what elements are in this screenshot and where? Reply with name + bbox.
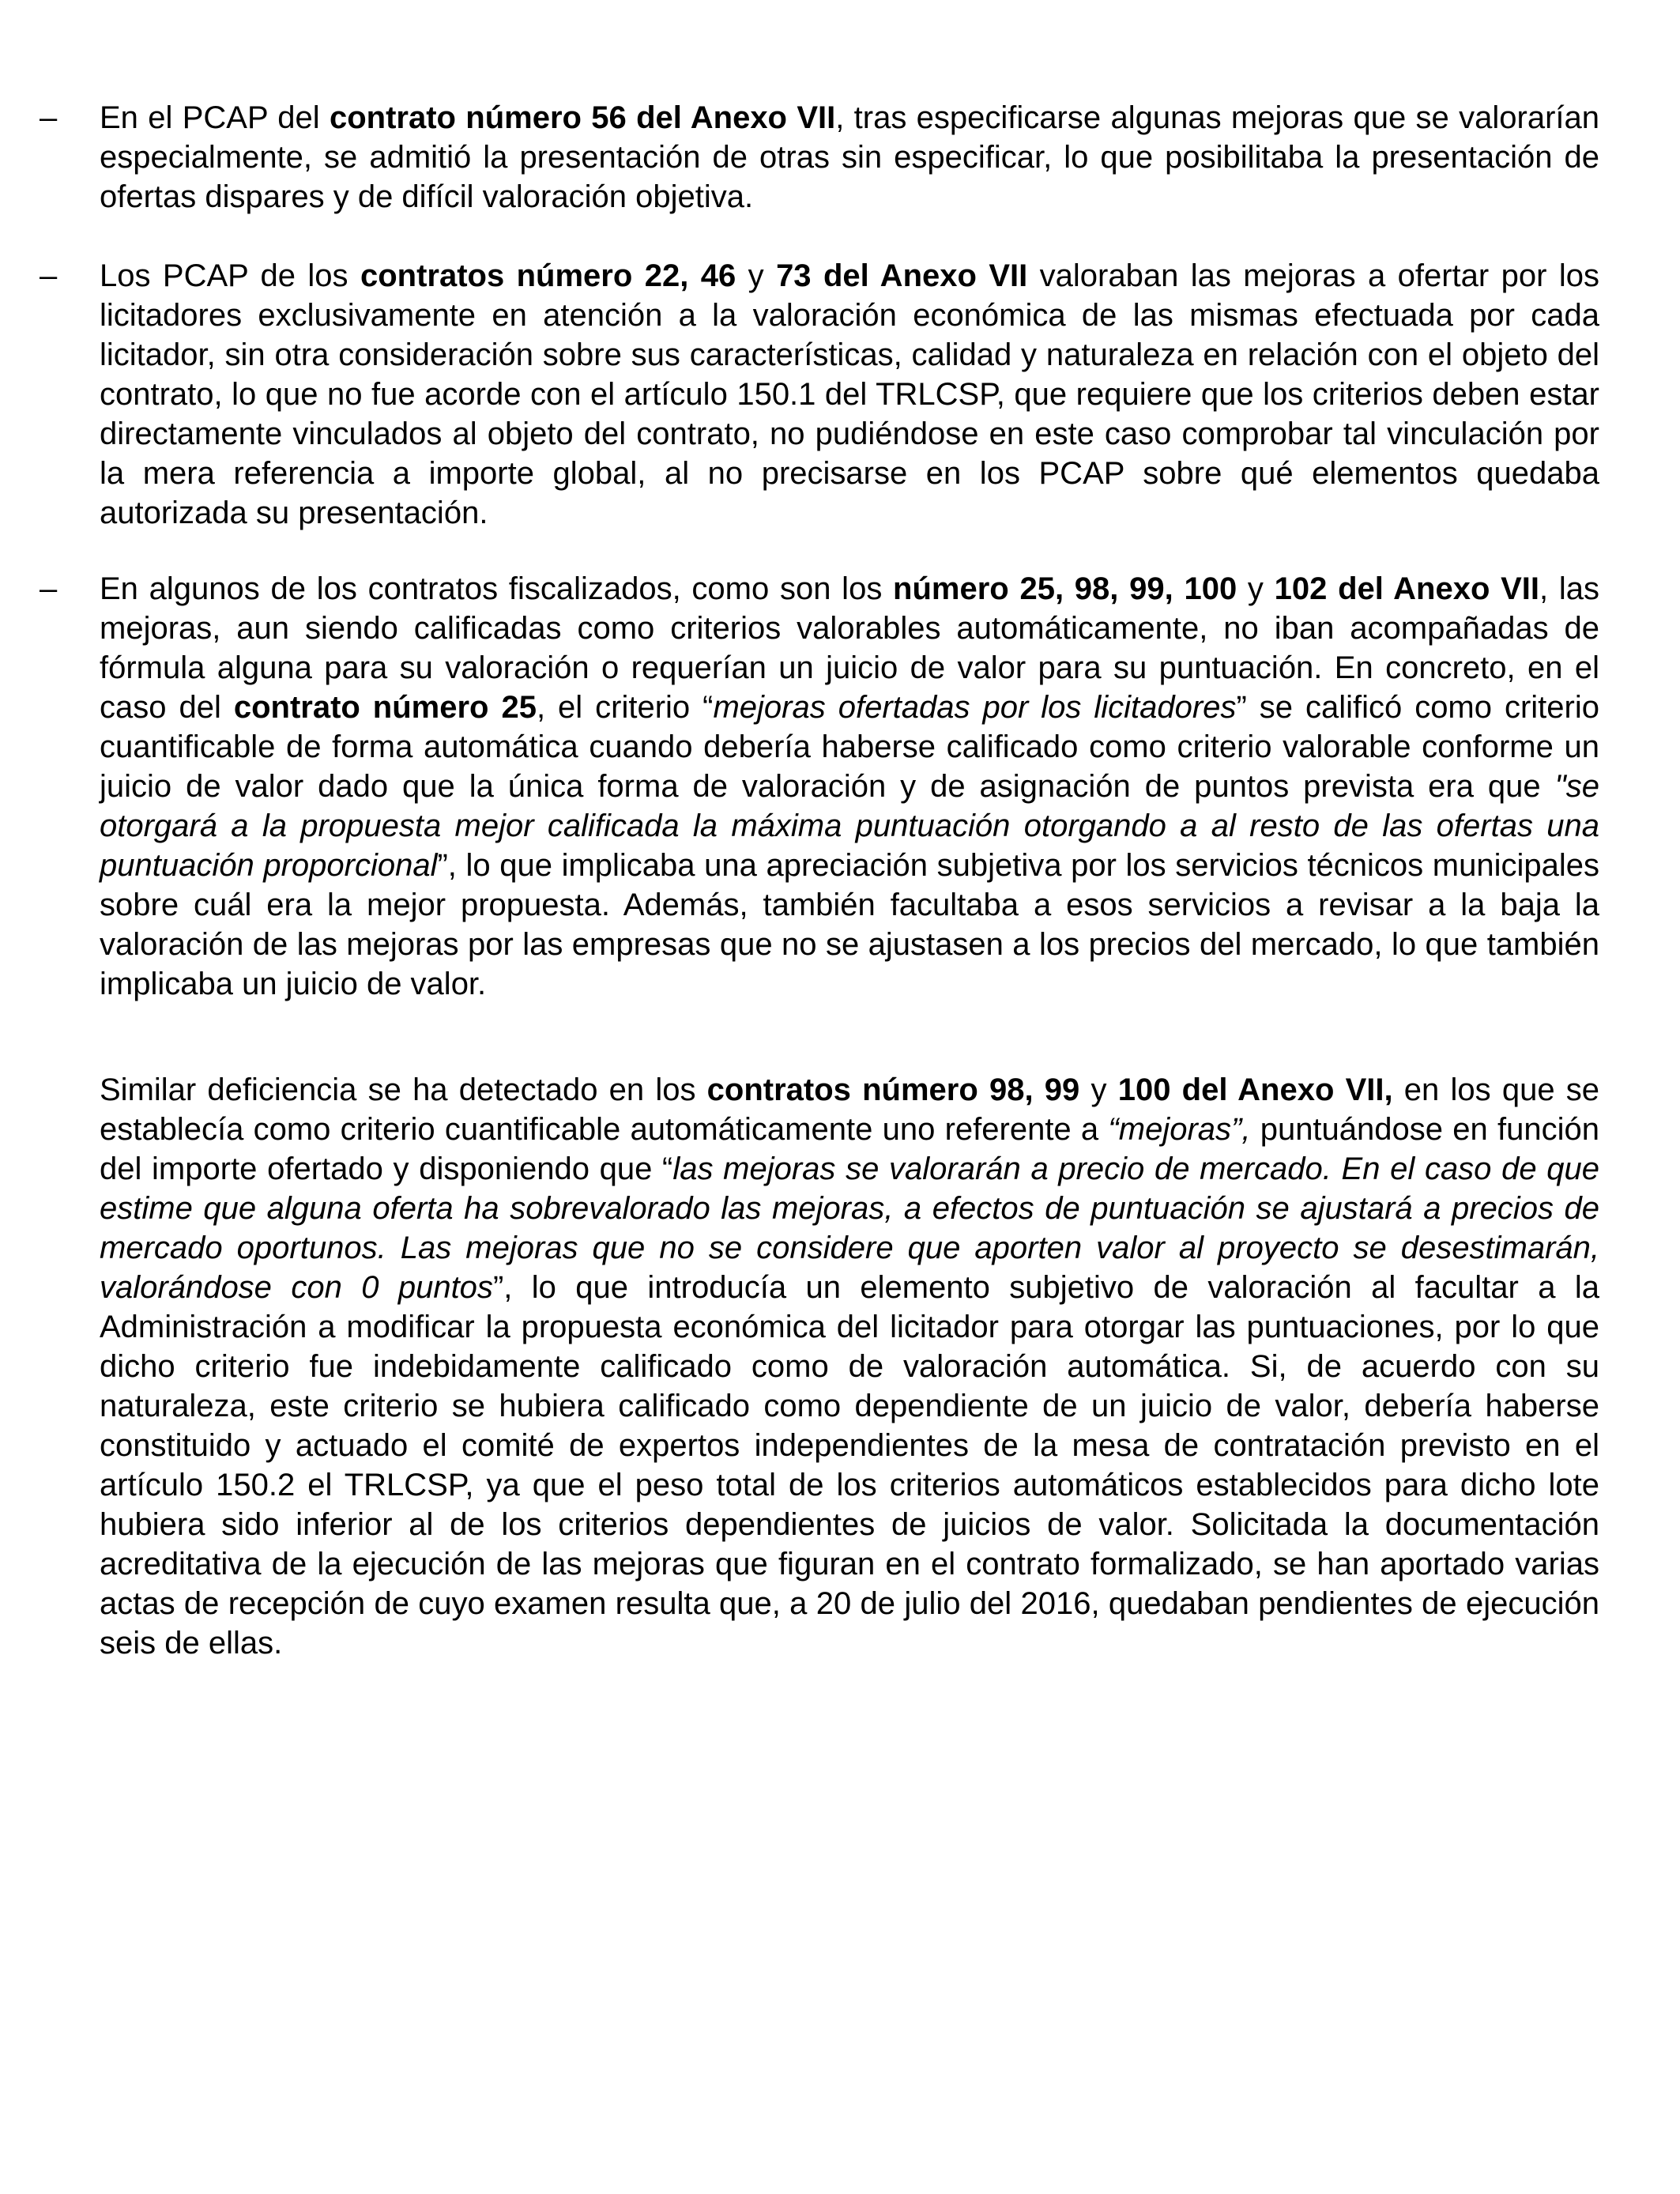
list-item (40, 98, 1599, 217)
body-paragraph (100, 1070, 1599, 1663)
text-run: ” se calificó como criterio cuantificable de forma automática cuando debería haberse calificado como criterio valorable conforme un juicio de valor dado que la única forma de valoración y de asignación de puntos prevista era que (100, 690, 1599, 804)
text-run: puntuándose en función del importe ofertado y disponiendo que “ (100, 1112, 1599, 1186)
text-run: En el PCAP del (100, 100, 330, 135)
text-run: Los PCAP de los (100, 258, 360, 293)
text-run: las mejoras se valorarán a precio de mercado. En el caso de que estime que alguna oferta ha sobrevalorado las mejoras, a efectos de puntuación se ajustará a precios de mercado oportunos. Las mejoras que no se considere que aporten valor al proyecto se desestimarán, valorándose con 0 puntos (100, 1152, 1600, 1305)
text-run: , tras especificarse algunas mejoras que se valorarían especialmente, se admitió la presentación de otras sin especificar, lo que posibilitaba la presentación de ofertas dispares y de difícil valoración objetiva. (100, 100, 1599, 214)
text-run: contrato número 25 (233, 690, 537, 725)
text-run: contratos número 98, 99 (706, 1072, 1080, 1107)
text-run: 100 del Anexo VII, (1117, 1072, 1393, 1107)
text-run: valoraban las mejoras a ofertar por los licitadores exclusivamente en atención a la valoración económica de las mismas efectuada por cada licitador, sin otra consideración sobre sus características, calidad y naturaleza en relación con el objeto del contrato, lo que no fue acorde con el artículo 150.1 del TRLCSP, que requiere que los criterios deben estar directamente vinculados al objeto del contrato, no pudiéndose en este caso comprobar tal vinculación por la mera referencia a importe global, al no precisarse en los PCAP sobre qué elementos quedaba autorizada su presentación. (100, 258, 1599, 530)
list-item-text (100, 98, 1599, 217)
bullet-dash: – (40, 258, 58, 293)
list-item-text (100, 569, 1599, 1004)
list-item (40, 256, 1599, 533)
text-run: “mejoras”, (1108, 1112, 1251, 1147)
bullet-dash: – (40, 571, 58, 606)
text-run: 102 del Anexo VII (1274, 571, 1540, 606)
text-run: en los que se establecía como criterio cuantificable automáticamente uno referente a (100, 1072, 1600, 1147)
text-run: ”, lo que introducía un elemento subjetivo de valoración al facultar a la Administración a modificar la propuesta económica del licitador para otorgar las puntuaciones, por lo que dicho criterio fue indebidamente calificado como de valoración automática. Si, de acuerdo con su naturaleza, este criterio se hubiera calificado como dependiente de un juicio de valor, debería haberse constituido y actuado el comité de expertos independientes de la mesa de contratación previsto en el artículo 150.2 el TRLCSP, ya que el peso total de los criterios automáticos establecidos para dicho lote hubiera sido inferior al de los criterios dependientes de juicios de valor. Solicitada la documentación acreditativa de la ejecución de las mejoras que figuran en el contrato formalizado, se han aportado varias actas de recepción de cuyo examen resulta que, a 20 de julio del 2016, quedaban pendientes de ejecución seis de ellas. (100, 1270, 1599, 1661)
bullet-dash: – (40, 100, 58, 135)
text-run: contrato número 56 del Anexo VII (329, 100, 836, 135)
text-run: contratos número 22, 46 (360, 258, 736, 293)
text-run: ”, lo que implicaba una apreciación subjetiva por los servicios técnicos municipales sobre cuál era la mejor propuesta. Además, también facultaba a esos servicios a revisar a la baja la valoración de las mejoras por las empresas que no se ajustasen a los precios del mercado, lo que también implicaba un juicio de valor. (100, 848, 1599, 1001)
text-run: , el criterio “ (536, 690, 714, 725)
text-run: 73 del Anexo VII (776, 258, 1028, 293)
list-item-text (100, 256, 1599, 533)
text-run: y (736, 258, 777, 293)
text-run: , las mejoras, aun siendo calificadas como criterios valorables automáticamente, no iban acompañadas de fórmula alguna para su valoración o requerían un juicio de valor para su puntuación. En concreto, en el caso del (100, 571, 1600, 725)
text-run: "se otorgará a la propuesta mejor calificada la máxima puntuación otorgando a al resto de las ofertas una puntuación proporcional (100, 769, 1599, 883)
text-run: y (1079, 1072, 1118, 1107)
text-run: número 25, 98, 99, 100 (893, 571, 1237, 606)
text-run: y (1237, 571, 1275, 606)
text-run: mejoras ofertadas por los licitadores (713, 690, 1237, 725)
text-run: En algunos de los contratos fiscalizados, como son los (100, 571, 894, 606)
list-item (40, 569, 1600, 1004)
text-run: Similar deficiencia se ha detectado en los (100, 1072, 707, 1107)
